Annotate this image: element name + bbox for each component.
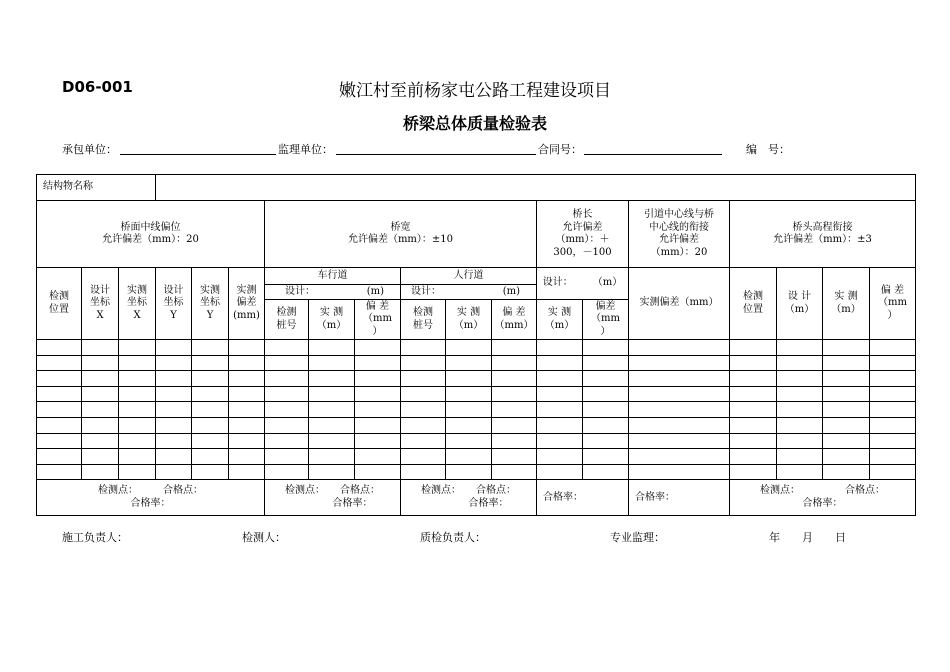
table-cell[interactable] [823, 386, 870, 402]
table-cell[interactable] [82, 433, 119, 449]
table-cell[interactable] [192, 417, 229, 433]
table-cell[interactable] [119, 355, 156, 371]
table-cell[interactable] [492, 417, 537, 433]
table-cell[interactable] [265, 433, 309, 449]
contract-no-field[interactable] [584, 154, 722, 155]
roadway-deviation-header: 偏 差 （mm ） [355, 300, 401, 340]
sidewalk-measured-header: 实 测 （m） [446, 300, 492, 340]
supervisor-label: 监理单位： [278, 143, 333, 156]
table-cell[interactable] [82, 340, 119, 356]
table-cell[interactable] [823, 464, 870, 480]
table-cell[interactable] [823, 417, 870, 433]
table-cell[interactable] [823, 355, 870, 371]
table-cell[interactable] [583, 386, 629, 402]
length-deviation-header: 偏差 （mm ） [583, 300, 629, 340]
table-cell[interactable] [629, 464, 730, 480]
elevation-group-header: 桥头高程衔接 允许偏差（mm）：±3 [730, 201, 916, 268]
table-cell[interactable] [583, 371, 629, 387]
table-cell[interactable] [777, 433, 823, 449]
table-cell[interactable] [492, 340, 537, 356]
contract-no-label: 合同号： [538, 143, 582, 156]
table-cell[interactable] [583, 340, 629, 356]
table-cell[interactable] [870, 340, 916, 356]
table-cell[interactable] [156, 386, 192, 402]
sidewalk-summary: 检测点： 合格点： 合格率： [401, 480, 537, 516]
table-cell[interactable] [309, 402, 355, 418]
col-design-x: 设计 坐标 X [82, 268, 119, 340]
inspection-table [36, 174, 916, 516]
table-cell[interactable] [629, 340, 730, 356]
roadway-station-header: 检测 桩号 [265, 300, 309, 340]
table-cell[interactable] [192, 402, 229, 418]
table-cell[interactable] [401, 433, 446, 449]
form-title: 桥梁总体质量检验表 [402, 114, 547, 133]
table-cell[interactable] [537, 340, 583, 356]
table-cell[interactable] [156, 449, 192, 465]
table-cell[interactable] [492, 386, 537, 402]
sidewalk-header: 人行道 [401, 268, 537, 285]
table-row [37, 464, 916, 480]
table-cell[interactable] [583, 417, 629, 433]
table-cell[interactable] [537, 402, 583, 418]
roadway-design-cell: 设计： (m) [265, 285, 401, 300]
table-cell[interactable] [401, 464, 446, 480]
table-cell[interactable] [823, 449, 870, 465]
table-cell[interactable] [229, 386, 265, 402]
table-cell[interactable] [82, 355, 119, 371]
table-cell[interactable] [446, 449, 492, 465]
table-cell[interactable] [401, 402, 446, 418]
col-deviation: 实测 偏差 (mm) [229, 268, 265, 340]
table-cell[interactable] [265, 386, 309, 402]
table-cell[interactable] [37, 433, 82, 449]
table-cell[interactable] [37, 355, 82, 371]
col-design-y: 设计 坐标 Y [156, 268, 192, 340]
table-cell[interactable] [265, 340, 309, 356]
table-cell[interactable] [870, 417, 916, 433]
table-cell[interactable] [537, 371, 583, 387]
table-cell[interactable] [192, 433, 229, 449]
table-cell[interactable] [730, 464, 777, 480]
table-cell[interactable] [777, 355, 823, 371]
table-cell[interactable] [777, 386, 823, 402]
table-cell[interactable] [82, 464, 119, 480]
table-cell[interactable] [401, 449, 446, 465]
table-cell[interactable] [229, 464, 265, 480]
table-cell[interactable] [119, 386, 156, 402]
table-cell[interactable] [446, 402, 492, 418]
construction-lead-label: 施工负责人： [62, 531, 128, 544]
width-group-header: 桥宽 允许偏差（mm）：±10 [265, 201, 537, 268]
table-cell[interactable] [309, 464, 355, 480]
form-code: D06-001 [62, 78, 133, 96]
el-deviation-header: 偏 差 （mm ） [870, 268, 916, 340]
table-cell[interactable] [229, 433, 265, 449]
table-cell[interactable] [870, 386, 916, 402]
length-measured-header: 实 测 （m） [537, 300, 583, 340]
table-cell[interactable] [629, 402, 730, 418]
table-cell[interactable] [192, 386, 229, 402]
table-cell[interactable] [119, 371, 156, 387]
table-cell[interactable] [537, 417, 583, 433]
table-cell[interactable] [156, 417, 192, 433]
table-cell[interactable] [355, 433, 401, 449]
table-cell[interactable] [583, 433, 629, 449]
table-cell[interactable] [355, 449, 401, 465]
table-cell[interactable] [777, 417, 823, 433]
table-cell[interactable] [119, 433, 156, 449]
table-cell[interactable] [492, 355, 537, 371]
table-cell[interactable] [583, 355, 629, 371]
table-cell[interactable] [537, 355, 583, 371]
table-cell[interactable] [537, 464, 583, 480]
table-cell[interactable] [309, 433, 355, 449]
table-cell[interactable] [309, 449, 355, 465]
table-cell[interactable] [265, 355, 309, 371]
table-cell[interactable] [870, 449, 916, 465]
table-cell[interactable] [229, 402, 265, 418]
table-cell[interactable] [309, 355, 355, 371]
table-cell[interactable] [156, 371, 192, 387]
table-cell[interactable] [730, 433, 777, 449]
table-cell[interactable] [119, 340, 156, 356]
table-cell[interactable] [156, 433, 192, 449]
table-cell[interactable] [730, 371, 777, 387]
roadway-summary: 检测点： 合格点： 合格率： [265, 480, 401, 516]
table-cell[interactable] [446, 355, 492, 371]
table-cell[interactable] [870, 464, 916, 480]
roadway-header: 车行道 [265, 268, 401, 285]
table-cell[interactable] [401, 355, 446, 371]
table-cell[interactable] [629, 355, 730, 371]
table-cell[interactable] [229, 371, 265, 387]
approach-measured-header: 实测偏差（mm） [629, 268, 730, 340]
table-cell[interactable] [156, 340, 192, 356]
table-cell[interactable] [192, 449, 229, 465]
table-row [37, 417, 916, 433]
table-cell[interactable] [265, 402, 309, 418]
serial-no-label: 编 号： [746, 143, 790, 156]
table-cell[interactable] [537, 433, 583, 449]
table-cell[interactable] [730, 355, 777, 371]
col-pos: 检测 位置 [37, 268, 82, 340]
length-summary: 合格率： [537, 480, 629, 516]
table-cell[interactable] [355, 402, 401, 418]
table-cell[interactable] [309, 371, 355, 387]
contractor-field[interactable] [120, 154, 276, 155]
project-title: 嫩江村至前杨家屯公路工程建设项目 [339, 81, 611, 101]
table-cell[interactable] [355, 417, 401, 433]
table-cell[interactable] [870, 371, 916, 387]
table-cell[interactable] [82, 402, 119, 418]
table-cell[interactable] [446, 464, 492, 480]
roadway-measured-header: 实 测 （m） [309, 300, 355, 340]
table-cell[interactable] [870, 402, 916, 418]
table-row [37, 371, 916, 387]
table-cell[interactable] [355, 371, 401, 387]
table-cell[interactable] [583, 464, 629, 480]
table-cell[interactable] [730, 417, 777, 433]
centerline-group-header: 桥面中线偏位 允许偏差（mm）：20 [37, 201, 265, 268]
table-cell[interactable] [446, 417, 492, 433]
table-cell[interactable] [309, 417, 355, 433]
table-cell[interactable] [492, 464, 537, 480]
table-cell[interactable] [730, 449, 777, 465]
date-label: 年 月 日 [769, 531, 846, 544]
table-cell[interactable] [355, 340, 401, 356]
table-cell[interactable] [537, 386, 583, 402]
table-cell[interactable] [229, 417, 265, 433]
table-cell[interactable] [309, 340, 355, 356]
table-cell[interactable] [870, 355, 916, 371]
table-cell[interactable] [823, 402, 870, 418]
structure-name-label: 结构物名称 [37, 175, 156, 201]
table-cell[interactable] [265, 371, 309, 387]
table-cell[interactable] [309, 386, 355, 402]
table-cell[interactable] [37, 371, 82, 387]
table-cell[interactable] [192, 340, 229, 356]
table-cell[interactable] [777, 449, 823, 465]
table-cell[interactable] [265, 464, 309, 480]
table-cell[interactable] [156, 464, 192, 480]
supervision-label: 专业监理： [610, 531, 665, 544]
table-cell[interactable] [119, 449, 156, 465]
table-cell[interactable] [82, 449, 119, 465]
table-cell[interactable] [492, 449, 537, 465]
table-cell[interactable] [870, 433, 916, 449]
table-cell[interactable] [492, 402, 537, 418]
length-design-cell: 设计： （m） [537, 268, 629, 300]
el-pos-header: 检测 位置 [730, 268, 777, 340]
table-cell[interactable] [629, 371, 730, 387]
table-cell[interactable] [730, 340, 777, 356]
table-cell[interactable] [265, 449, 309, 465]
table-cell[interactable] [629, 417, 730, 433]
el-measured-header: 实 测 （m） [823, 268, 870, 340]
table-cell[interactable] [777, 340, 823, 356]
table-cell[interactable] [82, 371, 119, 387]
table-cell[interactable] [401, 417, 446, 433]
table-cell[interactable] [446, 386, 492, 402]
table-cell[interactable] [730, 386, 777, 402]
length-group-header: 桥长 允许偏差 （mm）：＋ 300，－100 [537, 201, 629, 268]
approach-group-header: 引道中心线与桥 中心线的衔接 允许偏差 （mm）：20 [629, 201, 730, 268]
table-cell[interactable] [446, 340, 492, 356]
table-cell[interactable] [119, 417, 156, 433]
table-cell[interactable] [629, 386, 730, 402]
table-row [37, 402, 916, 418]
col-measured-x: 实测 坐标 X [119, 268, 156, 340]
table-cell[interactable] [37, 340, 82, 356]
table-cell[interactable] [119, 464, 156, 480]
table-cell[interactable] [583, 402, 629, 418]
col-measured-y: 实测 坐标 Y [192, 268, 229, 340]
supervisor-field[interactable] [336, 154, 536, 155]
table-cell[interactable] [401, 371, 446, 387]
table-row [37, 449, 916, 465]
table-cell[interactable] [823, 340, 870, 356]
table-cell[interactable] [229, 355, 265, 371]
table-cell[interactable] [492, 433, 537, 449]
table-cell[interactable] [156, 402, 192, 418]
table-cell[interactable] [192, 371, 229, 387]
contractor-label: 承包单位： [62, 143, 117, 156]
table-cell[interactable] [37, 449, 82, 465]
table-cell[interactable] [37, 402, 82, 418]
table-cell[interactable] [583, 449, 629, 465]
table-cell[interactable] [37, 464, 82, 480]
inspector-label: 检测人： [242, 531, 286, 544]
table-row [37, 386, 916, 402]
table-cell[interactable] [777, 402, 823, 418]
approach-summary: 合格率： [629, 480, 730, 516]
sidewalk-station-header: 检测 桩号 [401, 300, 446, 340]
table-cell[interactable] [629, 433, 730, 449]
table-row [37, 355, 916, 371]
table-cell[interactable] [629, 449, 730, 465]
table-cell[interactable] [156, 355, 192, 371]
table-cell[interactable] [777, 464, 823, 480]
table-cell[interactable] [355, 386, 401, 402]
table-cell[interactable] [82, 417, 119, 433]
table-cell[interactable] [492, 371, 537, 387]
table-cell[interactable] [229, 340, 265, 356]
sidewalk-deviation-header: 偏 差 （mm） [492, 300, 537, 340]
table-cell[interactable] [192, 464, 229, 480]
table-cell[interactable] [537, 449, 583, 465]
sidewalk-design-cell: 设计： (m) [401, 285, 537, 300]
table-cell[interactable] [82, 386, 119, 402]
table-cell[interactable] [823, 433, 870, 449]
table-cell[interactable] [355, 355, 401, 371]
table-row [37, 433, 916, 449]
centerline-summary: 检测点： 合格点： 合格率： [37, 480, 265, 516]
el-design-header: 设 计 （m） [777, 268, 823, 340]
table-cell[interactable] [192, 355, 229, 371]
table-cell[interactable] [401, 386, 446, 402]
table-cell[interactable] [823, 371, 870, 387]
table-cell[interactable] [446, 433, 492, 449]
table-cell[interactable] [446, 371, 492, 387]
table-row [37, 340, 916, 356]
elevation-summary: 检测点： 合格点： 合格率： [730, 480, 916, 516]
table-cell[interactable] [37, 386, 82, 402]
table-cell[interactable] [401, 340, 446, 356]
qc-lead-label: 质检负责人： [420, 531, 486, 544]
table-cell[interactable] [229, 449, 265, 465]
table-cell[interactable] [119, 402, 156, 418]
table-cell[interactable] [265, 417, 309, 433]
table-cell[interactable] [777, 371, 823, 387]
table-cell[interactable] [37, 417, 82, 433]
table-cell[interactable] [730, 402, 777, 418]
structure-name-field[interactable] [156, 175, 916, 201]
table-cell[interactable] [355, 464, 401, 480]
